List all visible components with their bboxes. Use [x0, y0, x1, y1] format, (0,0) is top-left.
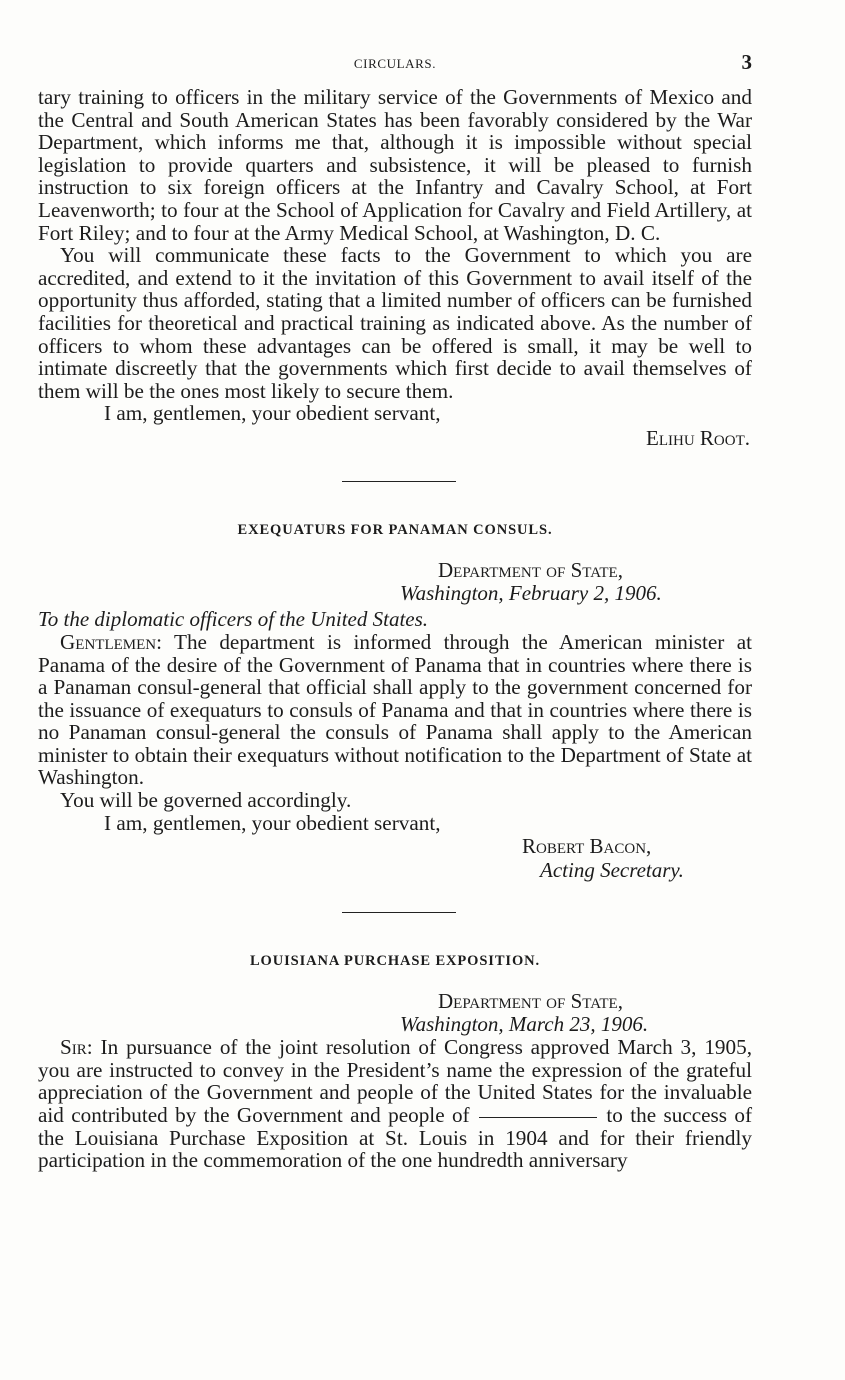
paragraph-text: to the success of the Louisiana Purchase Exposition at St. Louis in 1904 and for their friendly participation in the commemoration of the one hundredth anniversary: [38, 1103, 753, 1173]
dateline-place-date: Washington, March 23, 1906.: [400, 1012, 649, 1037]
document-page: [38, 52, 752, 1172]
signer-title: Acting Secretary.: [540, 858, 684, 883]
signature-block: [38, 834, 752, 882]
running-head: CIRCULARS.: [353, 56, 437, 71]
body-paragraph: You will communicate these facts to the Government to which you are accredited, and extend to it the invitation of this Government to avail itself of the opportunity thus afforded, stating that a limited number of officers can be furnished facilities for theoretical and practical training as indicated above. As the number of officers to whom these advantages can be offered is small, it may be well to intimate discreetly that the governments which first decide to avail themselves of them will be the ones most likely to secure them.: [38, 243, 752, 403]
body-paragraph: [38, 631, 752, 789]
body-paragraph: [38, 1036, 752, 1172]
closing-line: I am, gentlemen, your obedient servant,: [104, 810, 441, 835]
dateline-department: Department of State,: [438, 989, 623, 1014]
salutation: Sir:: [60, 1035, 93, 1060]
page-number: 3: [741, 50, 752, 74]
signature: Elihu Root.: [646, 425, 750, 450]
section-divider: [342, 481, 456, 482]
section-title: EXEQUATURS FOR PANAMAN CONSULS.: [237, 521, 553, 538]
paragraph-text: In pursuance of the joint resolution of Congress approved March 3, 1905, you are instructed to convey in the President’s name the expression of the grateful appreciation of the Government and people of the United States for the invaluable aid contributed by the Government and people of: [38, 1035, 752, 1128]
blank-line: [479, 1117, 597, 1118]
closing-line: I am, gentlemen, your obedient servant,: [104, 401, 441, 426]
address-line: To the diplomatic officers of the United States.: [38, 606, 429, 631]
section-divider: [342, 912, 456, 913]
body-paragraph: You will be governed accordingly.: [60, 788, 352, 813]
paragraph-text: The department is informed through the American minister at Panama of the desire of the Government of Panama that in countries where there is a Panaman consul-general that official shall apply to the government concerned for the issuance of exequaturs to consuls of Panama and that in countries where there is no Panaman consul-general the consuls of Panama shall apply to the American minister to obtain their exequaturs without notification to the Department of State at Washington.: [38, 629, 752, 790]
page-header: [38, 52, 752, 86]
body-paragraph: tary training to officers in the military service of the Governments of Mexico and the Central and South American States has been favorably considered by the War Department, which informs me that, although it is impossible without special legislation to provide quarters and subsistence, it will be pleased to furnish instruction to six foreign officers at the Infantry and Cavalry School, at Fort Leavenworth; to four at the School of Application for Cavalry and Field Artillery, at Fort Riley; and to four at the Army Medical School, at Washington, D. C.: [38, 85, 752, 245]
dateline: [38, 990, 752, 1036]
section-title: LOUISIANA PURCHASE EXPOSITION.: [249, 953, 541, 970]
salutation: Gentlemen:: [60, 629, 163, 654]
signer-name: Robert Bacon,: [522, 834, 652, 859]
dateline-place-date: Washington, February 2, 1906.: [400, 580, 662, 605]
dateline-department: Department of State,: [438, 557, 623, 582]
dateline: [38, 559, 752, 605]
